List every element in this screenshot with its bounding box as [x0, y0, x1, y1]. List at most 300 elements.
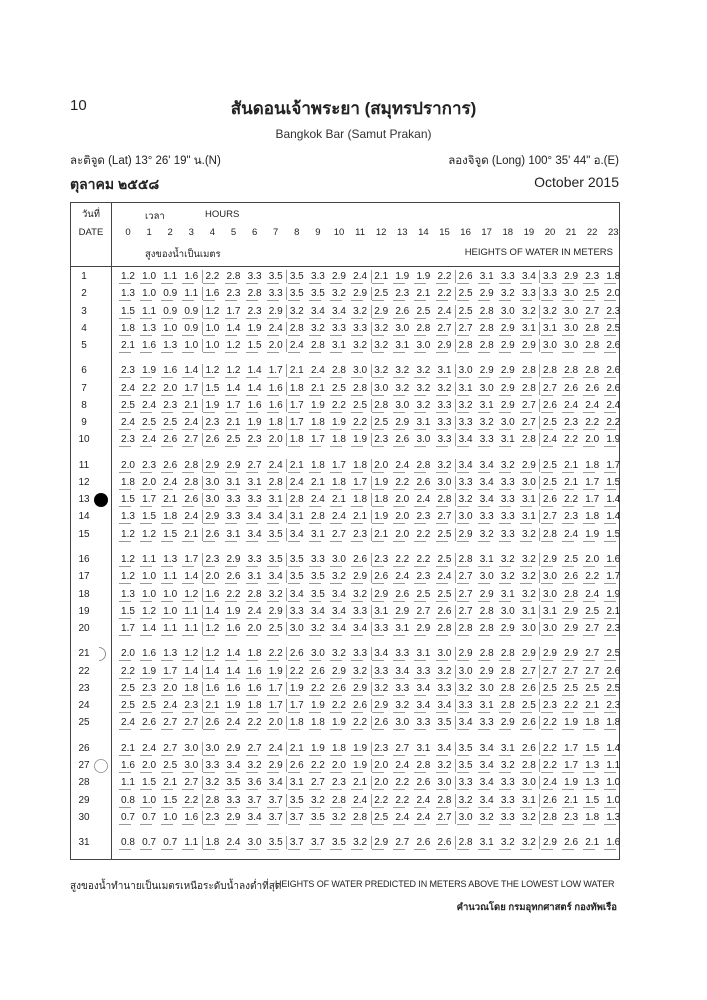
cell-underline: [246, 489, 258, 490]
height-cell: 2.3: [606, 623, 621, 635]
table-row: [71, 363, 619, 380]
height-cell: 3.0: [543, 340, 557, 351]
cell-underline: [182, 772, 194, 773]
height-cell: 2.9: [500, 623, 515, 635]
height-cell: 1.7: [184, 382, 199, 394]
height-cell: 3.2: [353, 837, 368, 849]
height-cell: 1.2: [226, 365, 241, 377]
cell-underline: [583, 635, 595, 636]
cell-underline: [246, 729, 258, 730]
group-separator: [455, 305, 456, 318]
height-cell: 2.5: [121, 700, 135, 712]
group-separator: [371, 459, 372, 472]
cell-underline: [393, 635, 405, 636]
group-separator: [286, 836, 287, 849]
group-separator: [455, 742, 456, 755]
cell-underline: [330, 789, 342, 790]
height-cell: 2.9: [521, 340, 536, 351]
table-row: [71, 381, 619, 398]
cell-underline: [267, 678, 279, 679]
height-cell: 2.9: [458, 528, 473, 540]
cell-underline: [140, 660, 152, 661]
height-cell: 2.9: [521, 459, 536, 471]
cell-underline: [393, 523, 405, 524]
cell-underline: [520, 523, 532, 524]
cell-underline: [457, 729, 469, 730]
height-cell: 1.8: [332, 476, 346, 488]
cell-underline: [393, 583, 405, 584]
cell-underline: [161, 395, 173, 396]
hour-label: 15: [439, 227, 450, 238]
height-cell: 2.8: [184, 476, 199, 488]
height-cell: 3.4: [289, 528, 304, 540]
group-separator: [202, 270, 203, 283]
group-separator: [455, 322, 456, 335]
height-cell: 2.2: [226, 588, 241, 600]
height-cell: 2.5: [458, 288, 473, 300]
cell-underline: [562, 729, 574, 730]
cell-underline: [246, 772, 258, 773]
row-date: 8: [81, 399, 87, 411]
height-cell: 3.2: [479, 528, 494, 540]
height-cell: 3.5: [268, 837, 283, 849]
group-separator: [202, 399, 203, 412]
height-cell: 2.0: [142, 476, 157, 488]
height-cell: 3.0: [521, 623, 536, 635]
height-cell: 2.8: [332, 365, 346, 377]
cell-underline: [309, 395, 321, 396]
hour-label: 6: [251, 227, 258, 238]
height-cell: 2.5: [564, 682, 579, 694]
cell-underline: [414, 695, 426, 696]
row-date: 25: [78, 717, 90, 729]
height-cell: 2.8: [437, 494, 452, 506]
cell-underline: [225, 807, 237, 808]
height-cell: 2.1: [585, 837, 600, 849]
group-separator: [371, 742, 372, 755]
height-cell: 1.9: [416, 271, 431, 282]
height-cell: 0.8: [121, 837, 135, 849]
tide-table: [70, 202, 620, 860]
new-moon-icon: [93, 492, 109, 508]
cell-underline: [267, 300, 279, 301]
group-separator: [539, 399, 540, 412]
group-separator: [202, 364, 203, 377]
table-row: [71, 810, 619, 827]
cell-underline: [225, 824, 237, 825]
cell-underline: [225, 678, 237, 679]
cell-underline: [583, 849, 595, 850]
height-cell: 2.0: [585, 554, 600, 566]
row-date: 26: [78, 742, 90, 754]
cell-underline: [267, 395, 279, 396]
cell-underline: [140, 429, 152, 430]
cell-underline: [372, 541, 384, 542]
cell-underline: [182, 472, 194, 473]
height-cell: 2.3: [606, 700, 621, 712]
cell-underline: [246, 429, 258, 430]
height-cell: 2.3: [184, 700, 199, 712]
table-row: [71, 681, 619, 698]
height-cell: 2.8: [479, 322, 494, 334]
cell-underline: [520, 395, 532, 396]
height-cell: 2.5: [268, 623, 283, 635]
height-cell: 2.8: [500, 700, 515, 712]
cell-underline: [478, 618, 490, 619]
cell-underline: [436, 352, 448, 353]
hour-label: 18: [502, 227, 514, 238]
cell-underline: [604, 283, 616, 284]
height-cell: 2.3: [585, 271, 600, 282]
cell-underline: [372, 601, 384, 602]
table-row: [71, 492, 619, 509]
height-cell: 3.5: [310, 811, 325, 823]
height-cell: 1.2: [121, 528, 135, 540]
cell-underline: [140, 678, 152, 679]
cell-underline: [161, 446, 173, 447]
cell-underline: [267, 318, 279, 319]
height-cell: 1.8: [121, 476, 135, 488]
height-cell: 1.3: [142, 322, 157, 334]
height-cell: 2.8: [585, 365, 600, 377]
cell-underline: [161, 849, 173, 850]
height-cell: 1.9: [353, 760, 368, 771]
cell-underline: [541, 849, 553, 850]
cell-underline: [499, 352, 511, 353]
height-cell: 2.8: [353, 382, 368, 394]
group-separator: [539, 493, 540, 506]
station-title: สันดอนเจ้าพระยา (สมุทรปราการ): [230, 99, 477, 118]
cell-underline: [203, 283, 215, 284]
hour-label: 7: [273, 227, 279, 238]
cell-underline: [436, 335, 448, 336]
month-title-th: ตุลาคม ๒๕๕๘: [70, 176, 160, 192]
height-cell: 1.8: [121, 322, 135, 334]
cell-underline: [562, 695, 574, 696]
height-cell: 3.2: [437, 760, 452, 771]
height-cell: 2.1: [606, 605, 621, 617]
height-cell: 2.2: [564, 434, 579, 446]
row-date: 3: [81, 305, 87, 317]
height-cell: 2.4: [585, 399, 600, 411]
height-cell: 2.2: [247, 717, 262, 729]
height-cell: 2.9: [416, 623, 431, 635]
height-cell: 1.2: [121, 554, 135, 566]
cell-underline: [351, 712, 363, 713]
cell-underline: [119, 283, 131, 284]
height-cell: 1.8: [585, 717, 600, 729]
height-cell: 3.0: [374, 382, 389, 394]
cell-underline: [309, 789, 321, 790]
height-cell: 1.4: [606, 494, 621, 506]
cell-underline: [225, 695, 237, 696]
group-separator: [202, 742, 203, 755]
height-cell: 1.5: [163, 794, 178, 806]
row-date: 4: [81, 322, 87, 334]
height-cell: 2.4: [289, 340, 304, 351]
height-cell: 1.3: [585, 760, 600, 771]
height-cell: 2.9: [353, 682, 368, 694]
height-cell: 2.4: [416, 494, 431, 506]
cell-underline: [414, 300, 426, 301]
row-date: 31: [78, 837, 90, 849]
cell-underline: [309, 755, 321, 756]
cell-underline: [203, 395, 215, 396]
cell-underline: [161, 283, 173, 284]
cell-underline: [330, 772, 342, 773]
cell-underline: [478, 489, 490, 490]
height-cell: 1.3: [121, 588, 135, 600]
height-cell: 2.2: [310, 760, 325, 771]
cell-underline: [541, 377, 553, 378]
height-cell: 2.4: [247, 605, 262, 617]
height-cell: 2.6: [226, 571, 241, 583]
cell-underline: [225, 660, 237, 661]
cell-underline: [478, 712, 490, 713]
height-cell: 0.9: [163, 305, 178, 317]
height-cell: 1.8: [585, 811, 600, 823]
cell-underline: [562, 395, 574, 396]
height-cell: 2.5: [585, 288, 600, 300]
height-cell: 2.9: [374, 305, 389, 317]
cell-underline: [520, 377, 532, 378]
cell-underline: [478, 601, 490, 602]
cell-underline: [541, 712, 553, 713]
cell-underline: [203, 335, 215, 336]
cell-underline: [225, 472, 237, 473]
cell-underline: [541, 789, 553, 790]
height-cell: 2.9: [268, 605, 283, 617]
height-cell: 2.6: [564, 837, 579, 849]
group-separator: [286, 776, 287, 789]
height-cell: 3.1: [500, 588, 515, 600]
cell-underline: [161, 377, 173, 378]
cell-underline: [604, 377, 616, 378]
cell-underline: [246, 412, 258, 413]
cell-underline: [457, 695, 469, 696]
height-cell: 1.1: [163, 571, 178, 583]
time-header-th: เวลา: [145, 211, 165, 222]
cell-underline: [604, 352, 616, 353]
cell-underline: [372, 472, 384, 473]
cell-underline: [161, 335, 173, 336]
height-cell: 3.4: [268, 511, 283, 523]
cell-underline: [267, 695, 279, 696]
cell-underline: [267, 601, 279, 602]
group-separator: [539, 339, 540, 352]
cell-underline: [309, 678, 321, 679]
cell-underline: [414, 601, 426, 602]
cell-underline: [520, 849, 532, 850]
height-cell: 2.5: [121, 682, 135, 694]
cell-underline: [436, 695, 448, 696]
cell-underline: [520, 429, 532, 430]
cell-underline: [541, 429, 553, 430]
height-cell: 3.3: [479, 434, 494, 446]
cell-underline: [267, 412, 279, 413]
cell-underline: [330, 618, 342, 619]
height-cell: 1.6: [226, 623, 241, 635]
height-cell: 2.4: [226, 837, 241, 849]
height-cell: 3.0: [416, 340, 431, 351]
height-cell: 2.9: [374, 837, 389, 849]
cell-underline: [330, 429, 342, 430]
cell-underline: [119, 377, 131, 378]
cell-underline: [161, 678, 173, 679]
height-cell: 2.9: [500, 399, 515, 411]
height-cell: 1.7: [268, 365, 283, 377]
cell-underline: [436, 523, 448, 524]
height-cell: 3.2: [416, 382, 431, 394]
cell-underline: [351, 660, 363, 661]
height-cell: 2.7: [585, 623, 600, 635]
cell-underline: [309, 489, 321, 490]
cell-underline: [351, 352, 363, 353]
height-cell: 2.7: [310, 777, 325, 789]
cell-underline: [288, 824, 300, 825]
height-cell: 2.9: [437, 340, 452, 351]
cell-underline: [351, 377, 363, 378]
height-cell: 2.4: [353, 794, 368, 806]
height-cell: 3.1: [416, 648, 431, 660]
cell-underline: [604, 506, 616, 507]
height-cell: 1.4: [142, 623, 157, 635]
height-cell: 3.2: [500, 837, 515, 849]
row-date: 14: [78, 511, 90, 523]
cell-underline: [182, 635, 194, 636]
group-separator: [539, 776, 540, 789]
cell-underline: [203, 377, 215, 378]
cell-underline: [520, 755, 532, 756]
height-cell: 2.5: [564, 554, 579, 566]
height-cell: 2.5: [163, 417, 178, 429]
cell-underline: [140, 729, 152, 730]
height-cell: 3.3: [395, 648, 410, 660]
cell-underline: [161, 506, 173, 507]
height-cell: 2.0: [268, 434, 283, 446]
cell-underline: [604, 772, 616, 773]
cell-underline: [499, 541, 511, 542]
height-cell: 3.3: [247, 271, 262, 282]
group-separator: [539, 605, 540, 618]
height-cell: 1.8: [205, 837, 220, 849]
height-cell: 3.3: [458, 476, 473, 488]
cell-underline: [436, 601, 448, 602]
cell-underline: [562, 377, 574, 378]
height-cell: 3.1: [479, 399, 494, 411]
group-separator: [455, 647, 456, 660]
height-cell: 3.0: [395, 322, 410, 334]
cell-underline: [499, 635, 511, 636]
height-cell: 1.7: [184, 554, 199, 566]
cell-underline: [330, 352, 342, 353]
cell-underline: [203, 678, 215, 679]
cell-underline: [119, 472, 131, 473]
hour-label: 13: [397, 227, 408, 238]
cell-underline: [351, 318, 363, 319]
height-cell: 2.1: [205, 700, 220, 712]
cell-underline: [414, 824, 426, 825]
group-separator: [202, 588, 203, 601]
height-cell: 3.0: [479, 382, 494, 394]
height-cell: 3.3: [543, 271, 557, 282]
table-row: [71, 741, 619, 758]
height-cell: 2.8: [500, 682, 515, 694]
height-cell: 2.4: [543, 777, 557, 789]
height-cell: 2.9: [332, 665, 346, 677]
height-cell: 1.7: [289, 700, 304, 712]
month-title-en: October 2015: [534, 174, 619, 190]
height-cell: 3.2: [521, 837, 536, 849]
group-separator: [202, 716, 203, 729]
height-cell: 3.3: [395, 682, 410, 694]
cell-underline: [541, 824, 553, 825]
cell-underline: [351, 489, 363, 490]
height-cell: 2.0: [163, 382, 178, 394]
cell-underline: [562, 583, 574, 584]
height-cell: 3.2: [353, 665, 368, 677]
group-separator: [202, 553, 203, 566]
row-date: 9: [81, 417, 87, 429]
height-cell: 3.2: [395, 365, 410, 377]
group-separator: [202, 493, 203, 506]
cell-underline: [330, 601, 342, 602]
cell-underline: [203, 849, 215, 850]
cell-underline: [499, 506, 511, 507]
cell-underline: [309, 429, 321, 430]
height-cell: 2.8: [585, 340, 600, 351]
cell-underline: [267, 283, 279, 284]
height-cell: 1.9: [606, 588, 621, 600]
group-separator: [371, 528, 372, 541]
cell-underline: [288, 300, 300, 301]
row-date: 21: [78, 648, 90, 660]
group-separator: [455, 416, 456, 429]
group-separator: [455, 476, 456, 489]
cell-underline: [583, 352, 595, 353]
cell-underline: [499, 489, 511, 490]
cell-underline: [330, 541, 342, 542]
height-cell: 2.2: [564, 494, 579, 506]
height-cell: 2.3: [205, 811, 220, 823]
height-cell: 3.2: [458, 494, 473, 506]
group-separator: [455, 588, 456, 601]
cell-underline: [246, 523, 258, 524]
cell-underline: [478, 729, 490, 730]
height-cell: 3.4: [437, 700, 452, 712]
height-cell: 3.1: [310, 528, 325, 540]
cell-underline: [288, 772, 300, 773]
height-cell: 1.0: [142, 271, 157, 282]
cell-underline: [436, 489, 448, 490]
cell-underline: [246, 678, 258, 679]
group-separator: [202, 528, 203, 541]
cell-underline: [351, 755, 363, 756]
cell-underline: [436, 824, 448, 825]
height-cell: 3.0: [521, 777, 536, 789]
height-cell: 3.2: [332, 571, 346, 583]
cell-underline: [246, 789, 258, 790]
cell-underline: [604, 446, 616, 447]
group-separator: [371, 305, 372, 318]
height-cell: 2.4: [310, 365, 325, 377]
cell-underline: [372, 635, 384, 636]
cell-underline: [351, 300, 363, 301]
height-cell: 1.3: [585, 777, 600, 789]
height-cell: 2.8: [458, 623, 473, 635]
cell-underline: [499, 789, 511, 790]
height-cell: 1.7: [332, 459, 346, 471]
